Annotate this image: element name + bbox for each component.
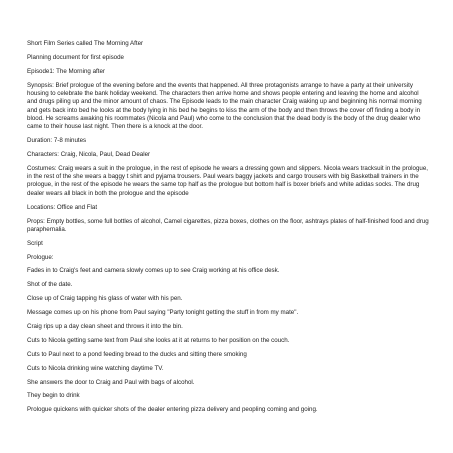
duration-line: Duration: 7-8 minutes [27, 137, 87, 145]
document-subtitle: Planning document for first episode [27, 53, 124, 61]
script-line: Message comes up on his phone from Paul saying "Party tonight getting the stuff in from my mate". [27, 309, 299, 317]
document-title: Short Film Series called The Morning After [27, 40, 144, 47]
script-line: Prologue quickens with quicker shots of the dealer entering pizza delivery and peopling coming and going. [27, 406, 318, 414]
script-line: Cuts to Nicola getting same text from Paul she looks at it at returns to her position on the couch. [27, 336, 290, 344]
script-line: Cuts to Nicola drinking wine watching daytime TV. [27, 364, 164, 372]
script-heading: Script [27, 239, 43, 247]
episode-heading: Episode1: The Morning after [27, 67, 105, 75]
script-line: They begin to drink [27, 392, 80, 400]
locations-line: Locations: Office and Flat [27, 203, 98, 211]
props-paragraph: Props: Empty bottles, some full bottles of alcohol, Camel cigarettes, pizza boxes, clothes on the floor, ashtrays plates of half-finished food and drug paraphernalia. [27, 217, 429, 233]
prologue-heading: Prologue: [27, 253, 54, 261]
script-line: Shot of the date. [27, 281, 73, 289]
script-line: Craig rips up a day clean sheet and throws it into the bin. [27, 323, 183, 331]
script-line: She answers the door to Craig and Paul with bags of alcohol. [27, 378, 195, 386]
characters-line: Characters: Craig, Nicola, Paul, Dead Dealer [27, 150, 151, 158]
costumes-paragraph: Costumes: Craig wears a suit in the prologue, in the rest of episode he wears a dressing gown and slippers. Nicola wears tracksuit in the prologue, in the rest of the she wears a baggy t shirt and pyjama trousers. Paul wears baggy jackets and cargo trousers with big Basketball trainers in the prologue, in the rest of the episode he wears the same top half as the prologue but bottom half is boxer briefs and white adidas socks. The drug dealer wears all black in both the prologue and the episode [27, 164, 429, 197]
script-line: Fades in to Craig's feet and camera slowly comes up to see Craig working at his office desk. [27, 267, 280, 275]
script-line: Cuts to Paul next to a pond feeding bread to the ducks and sitting there smoking [27, 350, 247, 358]
script-line: Close up of Craig tapping his glass of water with his pen. [27, 295, 183, 303]
synopsis-paragraph: Synopsis: Brief prologue of the evening before and the events that happened. All three protagonists arrange to have a party at their university housing to celebrate the bank holiday weekend. The characters then arrive home and shows people entering and leaving the home and alcohol and drugs piling up and the minor amount of chaos. The Episode leads to the main character Craig waking up and beginning his normal morning and gets back into bed he looks at the body lying in his bed he begins to kiss the arm of the body and then throws the cover off finding a body in blood. He screams awaking his roommates (Nicola and Paul) who come to the conclusion that the dead body is the body of the drug dealer who came to their house last night. Then there is a knock at the door. [27, 81, 422, 131]
